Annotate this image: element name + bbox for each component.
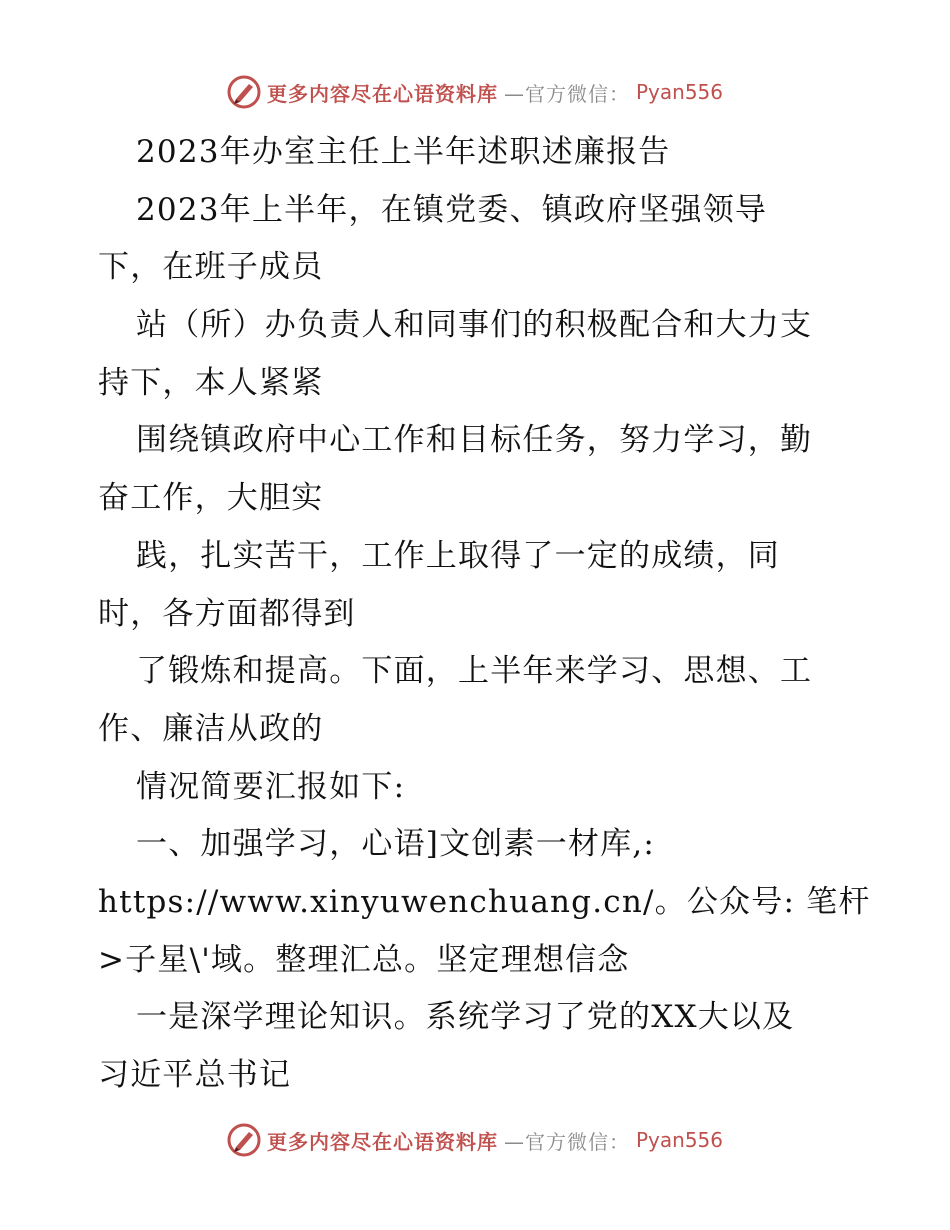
watermark-wechat-id: Pyan556 — [635, 80, 723, 104]
paragraph-line: 作、廉洁从政的 — [98, 710, 324, 747]
watermark-title: 更多内容尽在心语资料库 — [266, 1129, 498, 1154]
paragraph-line: >子星\'域。整理汇总。坚定理想信念 — [98, 941, 630, 978]
paragraph-line: 践，扎实苦干，工作上取得了一定的成绩，同 — [136, 537, 780, 574]
paragraph-line: 习近平总书记 — [98, 1057, 292, 1093]
paragraph-line: 了锻炼和提高。下面，上半年来学习、思想、工 — [136, 653, 813, 690]
section-heading: 一、加强学习，心语]文创素一材库,: — [136, 826, 655, 863]
pen-seal-icon — [227, 1123, 261, 1157]
paragraph-line: 持下，本人紧紧 — [98, 364, 324, 401]
pen-seal-icon — [227, 75, 261, 109]
footer-watermark — [0, 1120, 950, 1160]
paragraph-line: 下，在班子成员 — [98, 249, 324, 286]
document-title: 2023年办室主任上半年述职述廉报告 — [136, 134, 671, 170]
paragraph-line: 站（所）办负责人和同事们的积极配合和大力支 — [136, 307, 813, 344]
paragraph-line: 2023年上半年，在镇党委、镇政府坚强领导 — [136, 191, 768, 228]
paragraph-line: https://www.xinyuwenchuang.cn/。公众号: 笔杆 — [98, 883, 871, 920]
paragraph-line: 一是深学理论知识。系统学习了党的XX大以及 — [136, 999, 795, 1036]
document-body — [98, 124, 871, 1105]
watermark-separator: —官方微信： — [503, 1129, 630, 1154]
paragraph-line: 奋工作，大胆实 — [98, 480, 324, 517]
watermark-separator: —官方微信： — [503, 81, 630, 106]
watermark-wechat-id: Pyan556 — [635, 1128, 723, 1152]
paragraph-line: 时，各方面都得到 — [98, 595, 356, 632]
paragraph-line: 情况简要汇报如下: — [136, 768, 406, 805]
header-watermark — [0, 72, 950, 112]
watermark-title: 更多内容尽在心语资料库 — [266, 81, 498, 106]
paragraph-line: 围绕镇政府中心工作和目标任务，努力学习，勤 — [136, 422, 813, 459]
